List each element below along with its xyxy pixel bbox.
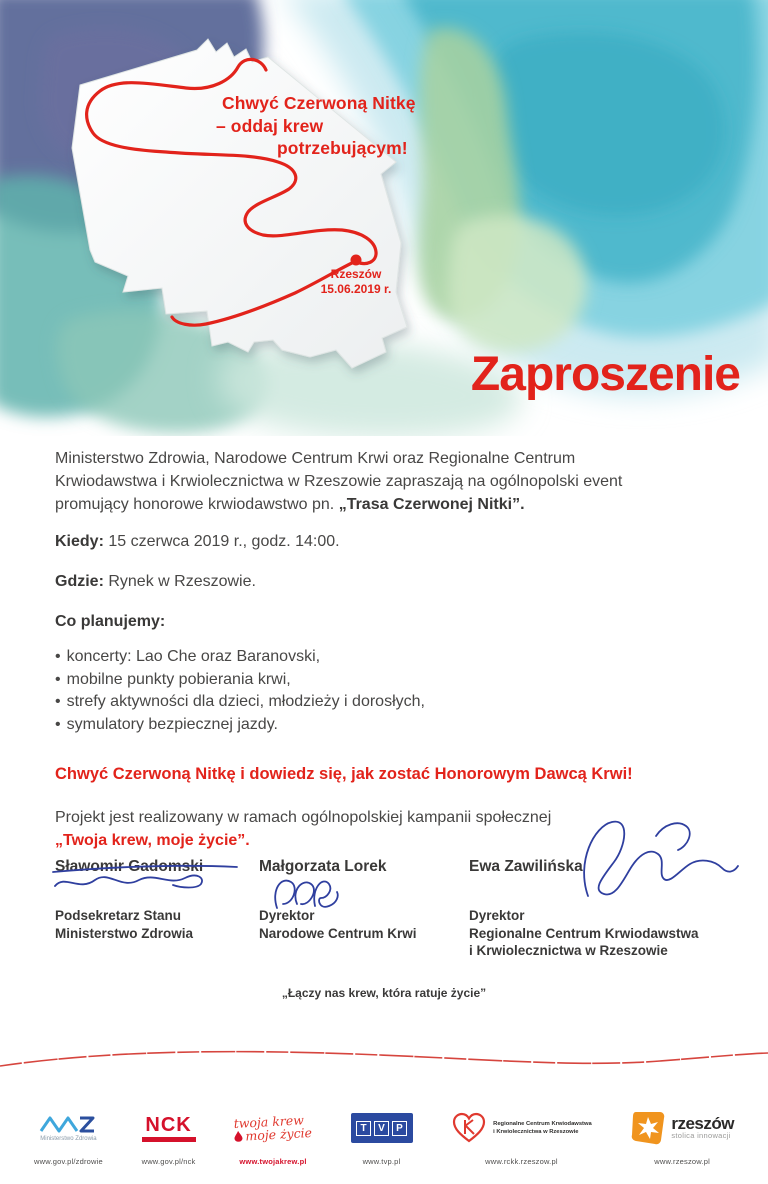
- where-value: Rynek w Rzeszowie.: [103, 573, 256, 590]
- campaign-name: „Twoja krew, moje życie”.: [55, 832, 250, 849]
- signatory-role-line: Regionalne Centrum Krwiodawstwa: [469, 925, 699, 941]
- plan-item-text: koncerty: Lao Che oraz Baranovski,: [66, 648, 321, 665]
- when-label: Kiedy:: [55, 533, 104, 550]
- signature-column-zawilinska: [469, 858, 738, 960]
- signatory-roles: [55, 907, 259, 942]
- slogan-line-1: Chwyć Czerwoną Nitkę: [222, 93, 416, 113]
- logo-twoja-krew-moje-zycie: [234, 1104, 312, 1166]
- logo-rzeszow: [630, 1104, 734, 1166]
- blood-drop-icon: [234, 1131, 243, 1142]
- event-name: „Trasa Czerwonej Nitki”.: [338, 496, 525, 513]
- tk-line-2: moje życie: [245, 1124, 313, 1144]
- logo-caption: Ministerstwo Zdrowia: [40, 1136, 97, 1142]
- signatory-roles: [469, 907, 738, 960]
- rzeszow-star-icon: [630, 1110, 666, 1146]
- logo-tvp: [351, 1104, 413, 1166]
- plan-item-text: symulatory bezpiecznej jazdy.: [66, 715, 278, 733]
- rzeszow-date-label: [298, 267, 414, 296]
- plan-item: [55, 691, 675, 714]
- signatory-role-line: Podsekretarz Stanu: [55, 908, 182, 923]
- plan-heading: Co planujemy:: [55, 613, 166, 630]
- rckik-name-line-2: i Krwiolecznictwa w Rzeszowie: [493, 1129, 579, 1135]
- logo-url: www.gov.pl/zdrowie: [34, 1157, 103, 1166]
- tvp-letter: T: [356, 1121, 371, 1136]
- body-content: [55, 447, 675, 852]
- nck-wordmark: NCK: [145, 1113, 192, 1136]
- when-line: [55, 530, 675, 553]
- plan-item-text: strefy aktywności dla dzieci, młodzieży i dorosłych,: [66, 693, 425, 710]
- bullet-marker: •: [55, 693, 61, 710]
- rzeszow-marker-dot: [351, 255, 362, 266]
- when-value: 15 czerwca 2019 r., godz. 14:00.: [103, 533, 340, 550]
- campaign-paragraph: [55, 806, 675, 852]
- signature-column-gadomski: [55, 858, 259, 960]
- cta-line: Chwyć Czerwoną Nitkę i dowiedz się, jak zostać Honorowym Dawcą Krwi!: [55, 765, 633, 783]
- logo-nck: [142, 1104, 196, 1166]
- bullet-marker: •: [55, 648, 61, 665]
- nck-bar: [142, 1137, 196, 1142]
- signatory-name: Ewa Zawilińska: [469, 858, 583, 875]
- tvp-letter: V: [374, 1121, 389, 1136]
- mz-zigzag-icon: [39, 1114, 97, 1134]
- slogan-line-2: – oddaj krew: [216, 116, 324, 136]
- rzeszow-city: Rzeszów: [330, 267, 382, 281]
- signatory-roles: [259, 907, 469, 942]
- intro-paragraph: [55, 447, 645, 516]
- plan-item: [55, 669, 675, 692]
- plan-item-text: mobilne punkty pobierania krwi,: [66, 670, 291, 688]
- campaign-text: Projekt jest realizowany w ramach ogólnopolskiej kampanii społecznej: [55, 809, 552, 826]
- signatory-role-line: i Krwiolecznictwa w Rzeszowie: [469, 943, 668, 958]
- signatory-role-line: Narodowe Centrum Krwi: [259, 925, 417, 941]
- logo-url: www.gov.pl/nck: [141, 1157, 196, 1166]
- divider-wave: [0, 1040, 768, 1076]
- logo-url: www.rckk.rzeszow.pl: [485, 1157, 558, 1166]
- logo-rckik-rzeszow: [451, 1104, 592, 1166]
- signatory-name: Małgorzata Lorek: [259, 858, 387, 875]
- intro-text: Ministerstwo Zdrowia, Narodowe Centrum Krwi oraz Regionalne Centrum Krwiodawstwa i Krwiolecznictwa w Rzeszowie zapraszają na ogólnopolski event promujący honorowe krwiodawstwo pn.: [55, 450, 623, 513]
- signatory-name: Sławomir Gadomski: [55, 858, 204, 875]
- bullet-marker: •: [55, 715, 61, 733]
- tvp-letter: P: [392, 1121, 407, 1136]
- signatory-role-line: Ministerstwo Zdrowia: [55, 925, 194, 941]
- event-date: 15.06.2019 r.: [320, 281, 392, 296]
- signatory-role-line: Dyrektor: [259, 908, 315, 923]
- bullet-marker: •: [55, 670, 61, 688]
- plan-item: [55, 646, 675, 669]
- slogan-line-3: potrzebującym!: [277, 138, 408, 158]
- heart-k-icon: [451, 1112, 487, 1144]
- footer-logos: [0, 1104, 768, 1166]
- signatory-role-line: Dyrektor: [469, 908, 525, 923]
- rckik-name-line-1: Regionalne Centrum Krwiodawstwa: [493, 1121, 592, 1127]
- rzeszow-wordmark: rzeszów: [671, 1114, 734, 1133]
- quote-line: „Łączy nas krew, która ratuje życie”: [281, 986, 487, 1000]
- tvp-box: [351, 1113, 413, 1143]
- logo-ministerstwo-zdrowia: [34, 1104, 103, 1166]
- signature-block: [55, 858, 738, 960]
- logo-url: www.twojakrew.pl: [239, 1157, 307, 1166]
- logo-url: www.tvp.pl: [362, 1157, 401, 1166]
- tk-line-1: twoja krew: [233, 1112, 305, 1132]
- plan-item: [55, 714, 675, 737]
- rzeszow-tagline: stolica innowacji: [671, 1131, 731, 1140]
- page-title: Zaproszenie: [470, 348, 740, 401]
- plan-list: [55, 646, 675, 736]
- signature-column-lorek: [259, 858, 469, 960]
- logo-url: www.rzeszow.pl: [654, 1157, 711, 1166]
- where-label: Gdzie:: [55, 573, 104, 590]
- where-line: [55, 570, 675, 593]
